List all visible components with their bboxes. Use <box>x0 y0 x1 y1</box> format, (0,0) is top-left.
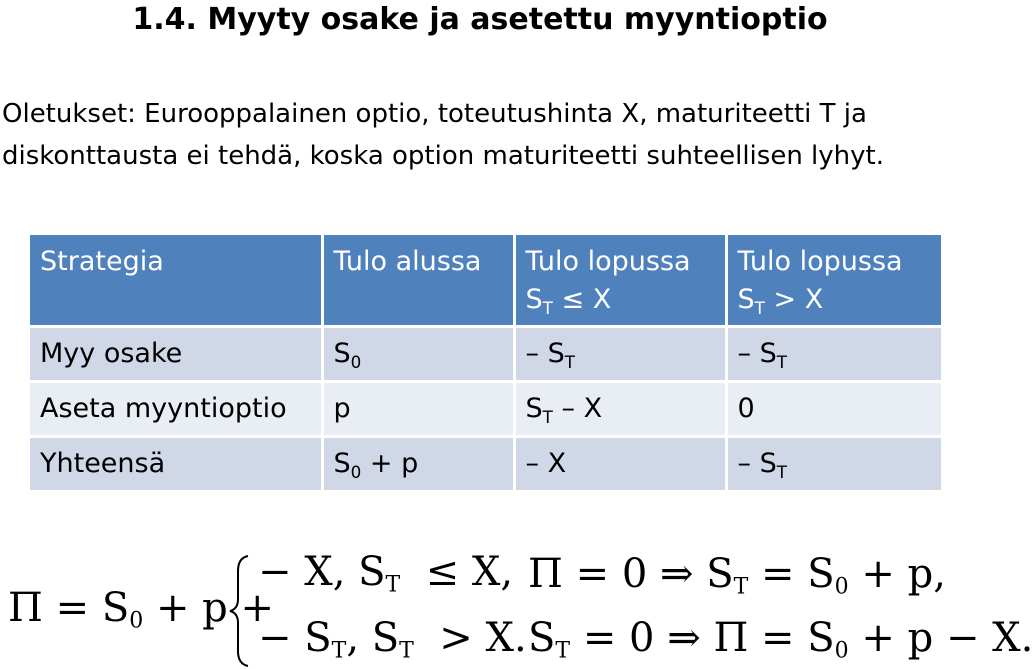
cell-end-high: – $S_T$ <box>726 327 942 382</box>
formula-implication-2: $S_T = 0$ ⇒ $\Pi = S_0 + p - X$. <box>528 615 1033 664</box>
table-row <box>30 382 942 437</box>
header-end-high-condition: $S_T > X$ <box>737 284 824 318</box>
cell-start: $S_0$ <box>322 327 514 382</box>
formula-case-2: − $S_T$, $S_T > X$. <box>258 615 527 664</box>
cell-end-low: – $S_T$ <box>514 327 726 382</box>
cell-strategy: Myy osake <box>30 327 322 382</box>
cell-strategy: Yhteensä <box>30 437 322 492</box>
header-strategy: Strategia <box>30 235 322 327</box>
assumptions-text <box>2 93 952 177</box>
cell-end-high: 0 <box>726 382 942 437</box>
cell-end-low: – X <box>514 437 726 492</box>
page-title: 1.4. Myyty osake ja asetettu myyntioptio <box>132 2 828 37</box>
header-start-income: Tulo alussa <box>322 235 514 327</box>
formula-lhs: $\Pi = S_0 + p$ + <box>8 585 275 634</box>
strategy-table <box>30 235 944 493</box>
formula-implication-1: Π = 0 ⇒ $S_T = S_0 + p$, <box>528 551 946 600</box>
table-row <box>30 437 942 492</box>
header-end-low-title: Tulo lopussa <box>525 246 691 277</box>
assumptions-line-2: diskonttausta ei tehdä, koska option maturiteetti suhteellisen lyhyt. <box>2 141 884 171</box>
header-end-income-high <box>726 235 942 327</box>
cell-end-low: $S_T$ – X <box>514 382 726 437</box>
left-brace <box>228 553 252 669</box>
assumptions-line-1: Oletukset: Eurooppalainen optio, toteutushinta X, maturiteetti T ja <box>2 99 867 129</box>
formula-case-1: − X, $S_T \le X$, <box>258 549 514 598</box>
cell-start: p <box>322 382 514 437</box>
cell-start: $S_0 + p$ <box>322 437 514 492</box>
cell-end-high: – $S_T$ <box>726 437 942 492</box>
table-header-row <box>30 235 942 327</box>
header-end-low-condition: $S_T \le X$ <box>525 284 612 318</box>
header-end-income-low <box>514 235 726 327</box>
table-row <box>30 327 942 382</box>
cell-strategy: Aseta myyntioptio <box>30 382 322 437</box>
header-end-high-title: Tulo lopussa <box>737 246 903 277</box>
